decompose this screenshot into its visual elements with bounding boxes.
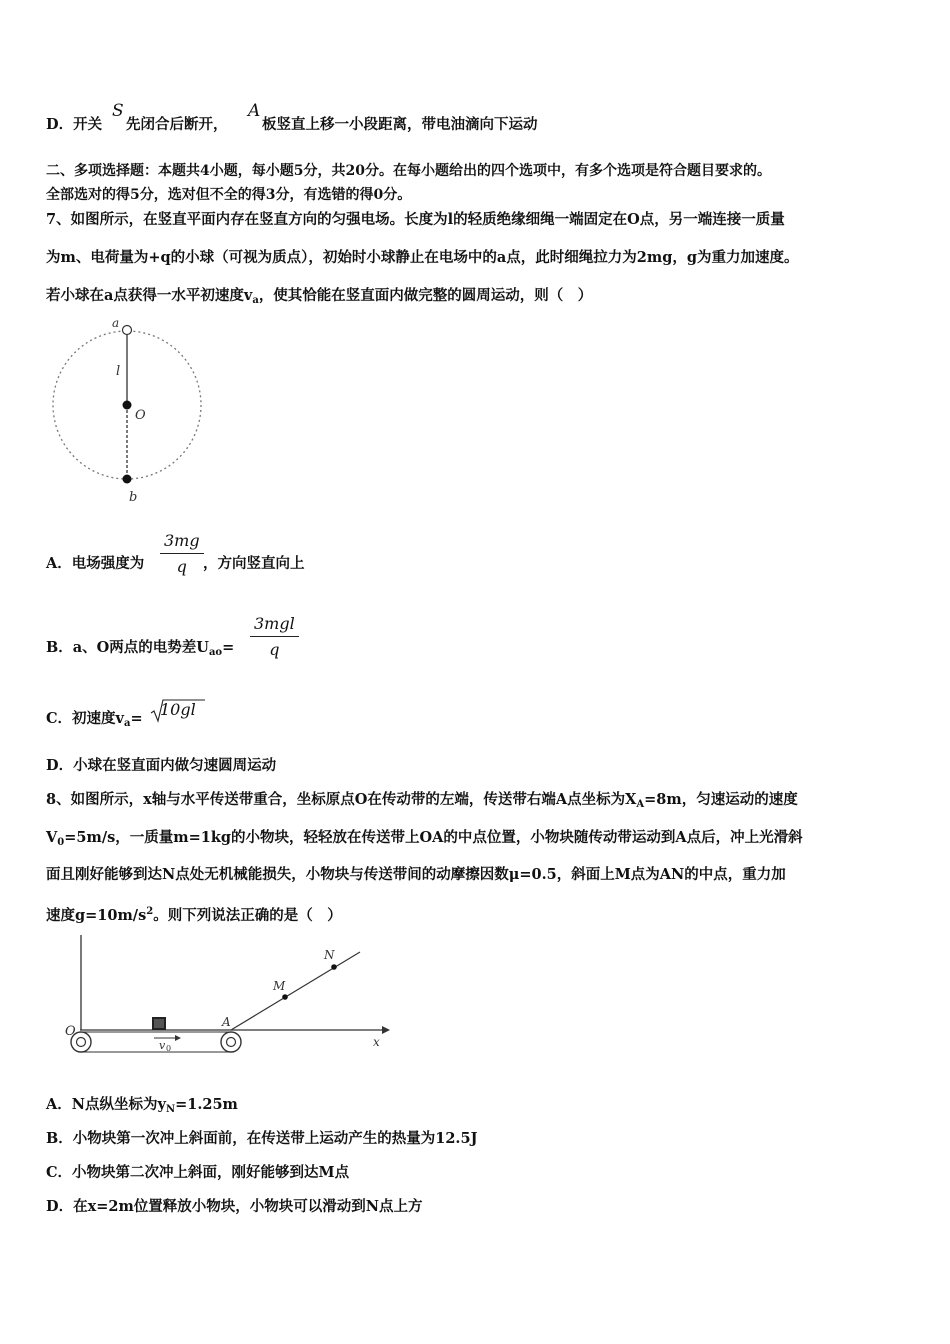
label-l: l [116, 364, 121, 379]
q8-line2: $V_0=5m/s$，一质量m=1kg的小物块，轻轻放在传送带上OA的中点位置，小物块随传动带运动到A点后，冲上光滑斜 [46, 829, 803, 848]
label-o: O [135, 408, 146, 423]
point-a [123, 326, 132, 335]
q7-option-c: C．初速度$v_a=$ [46, 710, 143, 729]
label-o: O [65, 1024, 76, 1039]
symbol-a: A [248, 101, 261, 121]
label-a: A [222, 1015, 231, 1029]
prev-option-d: D．开关 [46, 116, 103, 133]
q7-option-c-radicand: 10gl [160, 700, 196, 719]
label-v: v [159, 1039, 166, 1052]
point-m [282, 994, 288, 1000]
right-pulley [221, 1032, 241, 1052]
q7-option-b-fraction: 3mgl q [250, 614, 299, 659]
q7-circle-diagram [45, 315, 215, 505]
label-b: b [129, 490, 138, 505]
label-m: M [273, 979, 286, 993]
q7-option-a-post: ，方向竖直向上 [203, 555, 305, 572]
symbol-s: S [112, 101, 124, 121]
point-n [331, 964, 337, 970]
q7-option-d: D．小球在竖直面内做匀速圆周运动 [46, 757, 277, 774]
label-n: N [324, 948, 335, 962]
q8-option-b: B．小物块第一次冲上斜面前，在传送带上运动产生的热量为12.5J [46, 1130, 478, 1147]
q8-line4: 速度$g=10m/s^2$。则下列说法正确的是（ ） [46, 906, 342, 924]
label-v-sub: 0 [166, 1044, 172, 1053]
q7-line3: 若小球在a点获得一水平初速度$v_a$，使其恰能在竖直面内做完整的圆周运动，则（ ） [46, 287, 593, 306]
label-a: a [112, 316, 120, 330]
q7-option-a: A．电场强度为 [46, 555, 145, 572]
section2-line2: 全部选对的得5分，选对但不全的得3分，有选错的得0分。 [46, 187, 412, 203]
q7-line2: 为m、电荷量为+q的小球（可视为质点），初始时小球静止在电场中的a点，此时细绳拉力为2mg，g为重力加速度。 [46, 249, 799, 266]
section2-line1: 二、多项选择题：本题共4小题，每小题5分，共20分。在每小题给出的四个选项中，有多个选项是符合题目要求的。 [46, 163, 771, 179]
label-x: x [373, 1035, 380, 1049]
prev-option-d-mid: 先闭合后断开， [126, 116, 228, 133]
q8-conveyor-diagram [62, 930, 402, 1060]
q7-option-a-fraction: $\frac{3mg}{q}$ [160, 531, 204, 576]
point-o [123, 401, 132, 410]
point-b [123, 475, 132, 484]
q7-line1: 7、如图所示，在竖直平面内存在竖直方向的匀强电场。长度为l的轻质绝缘细绳一端固定在O点，另一端连接一质量 [46, 211, 785, 228]
q8-option-d: D．在x=2m位置释放小物块，小物块可以滑动到N点上方 [46, 1198, 423, 1215]
q7-option-b: B．a、O两点的电势差$U_{ao}=$ [46, 639, 235, 658]
q8-line3: 面且刚好能够到达N点处无机械能损失，小物块与传送带间的动摩擦因数μ=0.5，斜面上M点为AN的中点，重力加 [46, 866, 786, 883]
q8-option-a: A．N点纵坐标为$y_N=1.25m$ [46, 1096, 238, 1115]
prev-option-d-suffix: 板竖直上移一小段距离，带电油滴向下运动 [262, 116, 538, 133]
q8-option-c: C．小物块第二次冲上斜面，刚好能够到达M点 [46, 1164, 350, 1181]
q8-line1: 8、如图所示，x轴与水平传送带重合，坐标原点O在传动带的左端，传送带右端A点坐标为$X_A=8m$，匀速运动的速度 [46, 791, 798, 810]
